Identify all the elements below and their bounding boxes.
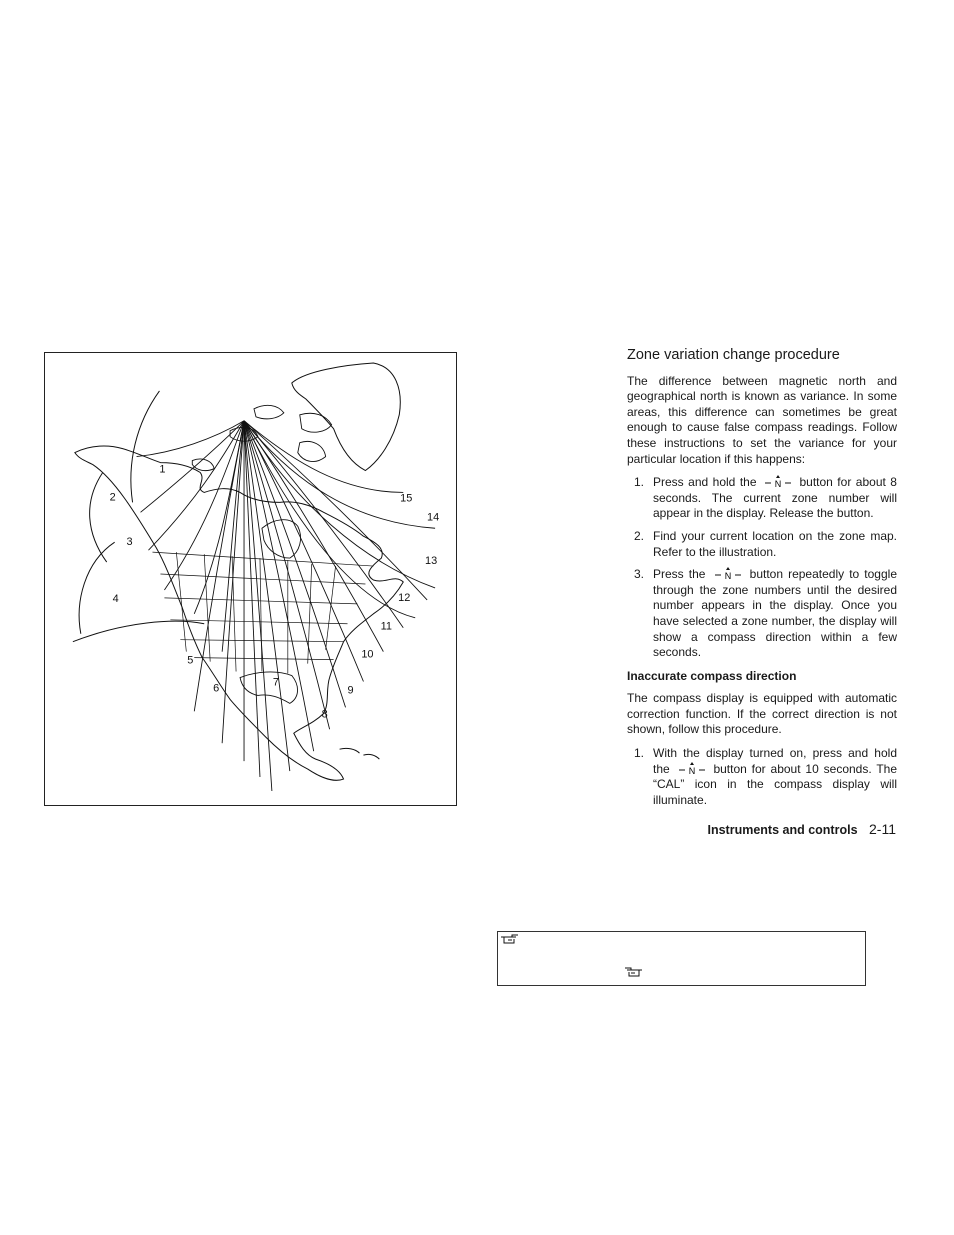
zone-boundary-ray (244, 421, 346, 708)
note-box (497, 931, 866, 986)
pointing-hand-icon (623, 966, 643, 978)
state-boundaries (152, 552, 373, 673)
zone-boundary-lines (73, 391, 438, 791)
zone-label-14: 14 (427, 511, 440, 524)
n-glyph: N (688, 765, 695, 776)
pointing-hand-icon (500, 933, 520, 945)
page-number: 2-11 (869, 821, 896, 837)
zone-label-15: 15 (400, 492, 413, 505)
zone-boundary-curve (148, 421, 244, 550)
zone-label-2: 2 (109, 491, 116, 504)
zone-boundary-ray (244, 421, 330, 729)
zone-boundary-arc (90, 473, 107, 563)
zone-map-illustration (44, 352, 457, 806)
footer-section-title: Instruments and controls (707, 823, 858, 837)
subsection-title: Inaccurate compass direction (627, 668, 797, 683)
zone-label-4: 4 (112, 592, 119, 605)
step-text-after: button for about 8 seconds. The current zone number will appear in the display. Release the button. (653, 475, 897, 521)
arctic-islands (192, 405, 331, 470)
calibration-steps (627, 746, 897, 808)
zone-label-12: 12 (398, 591, 411, 604)
zone-label-9: 9 (347, 684, 354, 697)
step-number: 3. (634, 567, 645, 582)
zone-map (45, 353, 456, 805)
step-number: 1. (634, 475, 645, 490)
caribbean-islands (340, 748, 380, 759)
zone-boundary-ray (244, 421, 383, 652)
zone-label-8: 8 (321, 708, 328, 721)
zone-label-6: 6 (213, 682, 220, 695)
zone-label-1: 1 (159, 463, 166, 476)
step-text: Find your current location on the zone map. Refer to the illustration. (653, 528, 897, 559)
step-text-before: With the display turned on, press and hold the (653, 746, 897, 776)
greenland-outline (292, 363, 400, 470)
section-title: Zone variation change procedure (627, 347, 840, 363)
zone-label-3: 3 (126, 536, 133, 549)
compass-n-button-icon (711, 567, 745, 581)
zone-label-11: 11 (380, 620, 393, 633)
zone-boundary-curve (194, 421, 244, 614)
zone-boundary-arc (79, 542, 114, 634)
intro-paragraph: The difference between magnetic north and geographical north is known as variance. In some areas, this difference can sometimes be great enough to cause false compass readings. Follow these instructions to set the variance for your particular location if this happens: (627, 373, 897, 466)
zone-boundary-arc (131, 391, 160, 502)
compass-n-button-icon (761, 475, 795, 489)
step-item (627, 475, 897, 522)
zone-label-10: 10 (361, 648, 374, 661)
step-number: 1. (634, 746, 645, 761)
gulf-coast (240, 672, 297, 703)
north-america-outline (75, 446, 403, 780)
zone-boundary-curve (137, 421, 244, 457)
step-text-after: button repeatedly to toggle through the zone numbers until the desired number appears in the display. Once you have selected a zone number, the display will show a compass direction within a few seconds. (653, 567, 897, 660)
step-text-before: Press the (653, 567, 706, 582)
step-text-before: Press and hold the (653, 475, 757, 490)
step-item (627, 567, 897, 661)
zone-label-5: 5 (187, 654, 194, 667)
step-item (627, 529, 897, 560)
n-glyph: N (774, 479, 782, 490)
n-glyph: N (724, 571, 731, 582)
page-footer (560, 821, 896, 837)
step-item (627, 746, 897, 808)
subsection-paragraph: The compass display is equipped with automatic correction function. If the correct direction is not shown, follow this procedure. (627, 691, 897, 737)
zone-boundary-ray (244, 421, 427, 600)
zone-boundary-curve (222, 421, 244, 652)
zone-label-7: 7 (272, 676, 279, 689)
text-column (627, 348, 897, 816)
zone-label-13: 13 (425, 555, 438, 568)
step-text-after: button for about 10 seconds. The “CAL” icon in the compass display will illuminate. (653, 761, 897, 807)
zone-boundary-curve (244, 421, 415, 618)
zone-change-steps (627, 475, 897, 661)
zone-boundary-ray (194, 421, 244, 712)
compass-n-button-icon (675, 762, 709, 776)
step-number: 2. (634, 528, 645, 543)
